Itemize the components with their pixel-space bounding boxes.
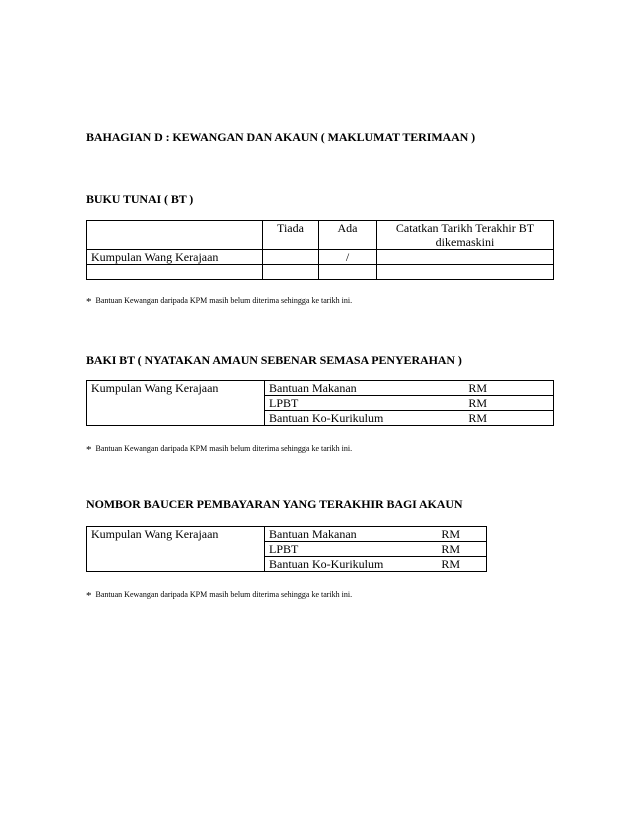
header-tiada: Tiada <box>263 221 319 250</box>
empty-cell <box>377 265 554 280</box>
tiada-cell <box>263 250 319 265</box>
item-cell <box>265 396 554 411</box>
note-text: Bantuan Kewangan daripada KPM masih belum diterima sehingga ke tarikh ini. <box>95 590 353 599</box>
ada-cell: / <box>319 250 377 265</box>
table-header-row <box>87 221 554 250</box>
buku-tunai-heading: BUKU TUNAI ( BT ) <box>86 192 194 206</box>
baki-bt-heading: BAKI BT ( NYATAKAN AMAUN SEBENAR SEMASA PENYERAHAN ) <box>86 353 462 367</box>
item-label: LPBT <box>269 396 299 410</box>
empty-cell <box>263 265 319 280</box>
item-cell <box>265 542 487 557</box>
asterisk: * <box>86 444 92 456</box>
table-row <box>87 250 554 265</box>
row-label: Kumpulan Wang Kerajaan <box>87 250 263 265</box>
table-row <box>87 527 487 542</box>
fund-label: Kumpulan Wang Kerajaan <box>87 381 265 426</box>
fund-label: Kumpulan Wang Kerajaan <box>87 527 265 572</box>
table-row <box>87 381 554 396</box>
note-text: Bantuan Kewangan daripada KPM masih belum diterima sehingga ke tarikh ini. <box>95 444 353 453</box>
nombor-baucer-table <box>86 526 487 572</box>
rm-label: RM <box>468 381 487 395</box>
rm-label: RM <box>468 411 487 425</box>
baki-bt-table <box>86 380 554 426</box>
rm-label: RM <box>468 396 487 410</box>
item-label: LPBT <box>269 542 299 556</box>
header-ada: Ada <box>319 221 377 250</box>
empty-cell <box>87 265 263 280</box>
asterisk: * <box>86 590 92 602</box>
catatan-cell <box>377 250 554 265</box>
rm-label: RM <box>441 542 460 556</box>
buku-tunai-table <box>86 220 554 280</box>
section-d-heading: BAHAGIAN D : KEWANGAN DAN AKAUN ( MAKLUMAT TERIMAAN ) <box>86 130 476 144</box>
rm-label: RM <box>441 527 460 541</box>
item-cell <box>265 527 487 542</box>
note-text: Bantuan Kewangan daripada KPM masih belum diterima sehingga ke tarikh ini. <box>95 296 353 305</box>
empty-cell <box>319 265 377 280</box>
nombor-baucer-heading: NOMBOR BAUCER PEMBAYARAN YANG TERAKHIR BAGI AKAUN <box>86 497 463 511</box>
nombor-baucer-note <box>86 588 352 600</box>
header-catatan: Catatkan Tarikh Terakhir BT dikemaskini <box>377 221 554 250</box>
empty-header-cell <box>87 221 263 250</box>
item-label: Bantuan Makanan <box>269 381 357 395</box>
baki-bt-note <box>86 442 352 454</box>
rm-label: RM <box>441 557 460 571</box>
item-label: Bantuan Makanan <box>269 527 357 541</box>
table-row <box>87 265 554 280</box>
asterisk: * <box>86 296 92 308</box>
item-label: Bantuan Ko-Kurikulum <box>269 411 384 425</box>
buku-tunai-note <box>86 294 352 306</box>
item-cell <box>265 557 487 572</box>
item-label: Bantuan Ko-Kurikulum <box>269 557 384 571</box>
item-cell <box>265 411 554 426</box>
item-cell <box>265 381 554 396</box>
